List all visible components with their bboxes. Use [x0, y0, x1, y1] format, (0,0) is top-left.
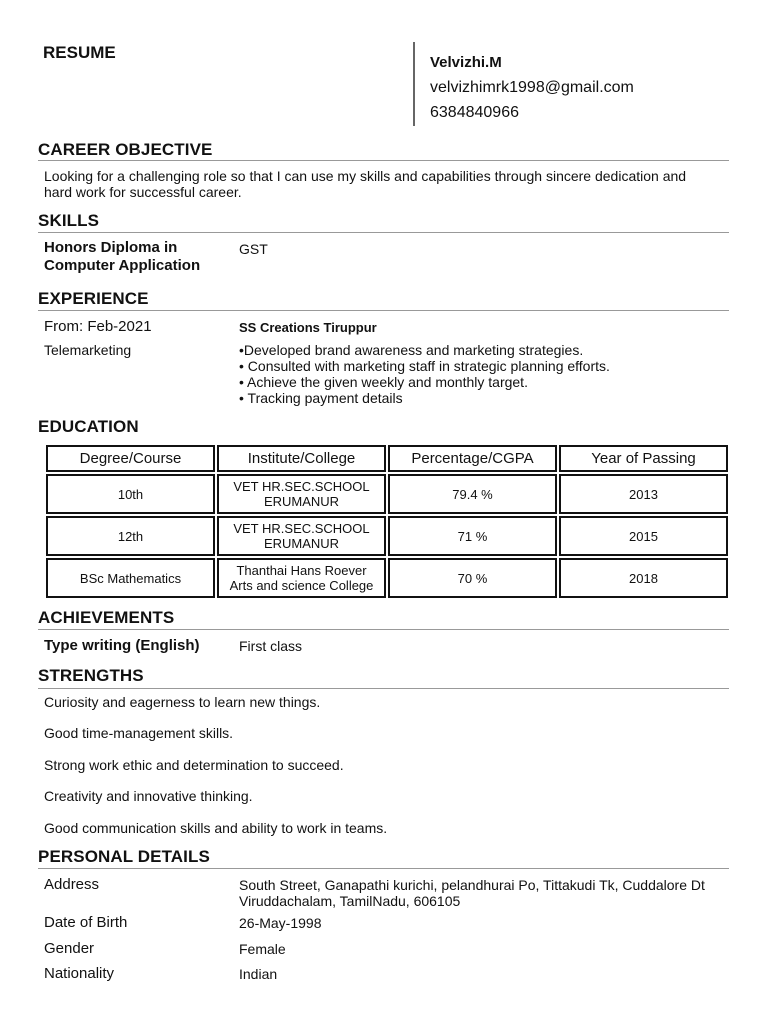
experience-from: From: Feb-2021: [44, 318, 152, 335]
section-divider: [38, 868, 729, 869]
address-label: Address: [44, 876, 100, 893]
experience-role: Telemarketing: [44, 342, 132, 358]
institute-cell: [217, 558, 386, 598]
section-divider: [38, 232, 729, 233]
column-header: Institute/College: [217, 445, 386, 472]
education-heading: EDUCATION: [38, 417, 139, 436]
table-header-row: [46, 445, 728, 472]
degree-cell: BSc Mathematics: [46, 558, 215, 598]
career-objective-heading: CAREER OBJECTIVE: [38, 140, 213, 159]
table-row: [46, 474, 728, 514]
nationality-label: Nationality: [44, 965, 115, 982]
career-objective-text: [44, 168, 686, 200]
address-value: [239, 877, 705, 909]
table-row: [46, 516, 728, 556]
table-row: [46, 558, 728, 598]
degree-cell: 12th: [46, 516, 215, 556]
experience-heading: EXPERIENCE: [38, 289, 149, 308]
institute-line: Arts and science College: [229, 578, 374, 593]
email-text: velvizhimrk1998@gmail.com: [430, 79, 634, 96]
institute-line: VET HR.SEC.SCHOOL: [233, 479, 370, 494]
address-line: South Street, Ganapathi kurichi, pelandhurai Po, Tittakudi Tk, Cuddalore Dt: [239, 877, 705, 893]
achievement-label: Type writing (English): [44, 637, 200, 654]
achievement-value: First class: [239, 638, 302, 654]
candidate-name: Velvizhi.M: [430, 54, 502, 71]
address-line: Viruddachalam, TamilNadu, 606105: [239, 893, 461, 909]
year-cell: 2013: [559, 474, 728, 514]
dob-value: 26-May-1998: [239, 915, 322, 931]
dob-label: Date of Birth: [44, 914, 128, 931]
strength-item: Good communication skills and ability to work in teams.: [44, 820, 388, 836]
experience-company: SS Creations Tiruppur: [239, 320, 377, 335]
strength-item: Curiosity and eagerness to learn new things.: [44, 694, 321, 710]
experience-points: [239, 342, 610, 406]
skill-label-line: Computer Application: [44, 257, 201, 274]
percentage-cell: 71 %: [388, 516, 557, 556]
personal-details-heading: PERSONAL DETAILS: [38, 847, 210, 866]
skill-value: GST: [239, 241, 268, 257]
phone-text: 6384840966: [430, 104, 519, 121]
career-objective-line: hard work for successful career.: [44, 184, 242, 200]
education-table: [44, 443, 730, 600]
year-cell: 2018: [559, 558, 728, 598]
skill-label: [44, 239, 200, 275]
degree-cell: 10th: [46, 474, 215, 514]
strength-item: Strong work ethic and determination to succeed.: [44, 757, 344, 773]
strengths-heading: STRENGTHS: [38, 666, 144, 685]
institute-line: ERUMANUR: [263, 536, 340, 551]
experience-point: •Developed brand awareness and marketing strategies.: [239, 342, 584, 358]
gender-label: Gender: [44, 940, 95, 957]
experience-point: • Consulted with marketing staff in strategic planning efforts.: [239, 358, 610, 374]
institute-cell: [217, 516, 386, 556]
nationality-value: Indian: [239, 966, 278, 982]
section-divider: [38, 629, 729, 630]
institute-cell: [217, 474, 386, 514]
column-header: Year of Passing: [559, 445, 728, 472]
resume-title: RESUME: [43, 43, 116, 62]
skills-heading: SKILLS: [38, 211, 100, 230]
contact-block: [430, 50, 634, 125]
achievements-heading: ACHIEVEMENTS: [38, 608, 175, 627]
institute-line: ERUMANUR: [263, 494, 340, 509]
column-header: Percentage/CGPA: [388, 445, 557, 472]
career-objective-line: Looking for a challenging role so that I can use my skills and capabilities through sincere dedication and: [44, 168, 687, 184]
gender-value: Female: [239, 941, 286, 957]
institute-line: VET HR.SEC.SCHOOL: [233, 521, 370, 536]
percentage-cell: 70 %: [388, 558, 557, 598]
skill-label-line: Honors Diploma in: [44, 239, 178, 256]
header-divider: [413, 42, 415, 126]
section-divider: [38, 688, 729, 689]
year-cell: 2015: [559, 516, 728, 556]
column-header: Degree/Course: [46, 445, 215, 472]
section-divider: [38, 310, 729, 311]
percentage-cell: 79.4 %: [388, 474, 557, 514]
section-divider: [38, 160, 729, 161]
experience-point: • Achieve the given weekly and monthly target.: [239, 374, 528, 390]
strength-item: Good time-management skills.: [44, 725, 234, 741]
strength-item: Creativity and innovative thinking.: [44, 788, 253, 804]
institute-line: Thanthai Hans Roever: [236, 563, 367, 578]
experience-point: • Tracking payment details: [239, 390, 403, 406]
